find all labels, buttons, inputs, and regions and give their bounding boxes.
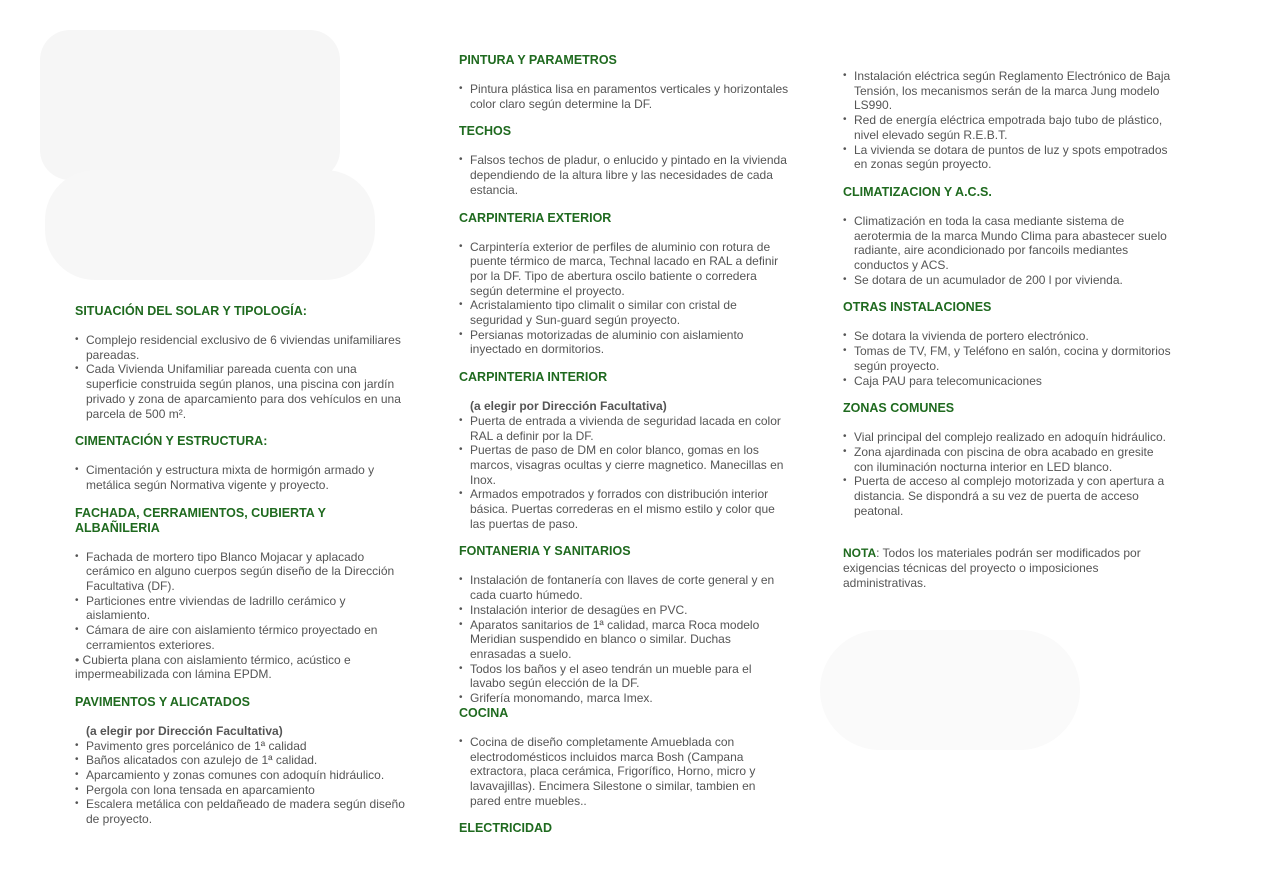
- section-situacion: [75, 304, 405, 421]
- list-item: • Pintura plástica lisa en paramentos verticales y horizontales color claro según determine la DF.: [459, 82, 789, 111]
- section-subtitle: (a elegir por Dirección Facultativa): [86, 723, 283, 738]
- section-carpinteria-interior: [459, 370, 789, 531]
- section-title: CLIMATIZACION Y A.C.S.: [843, 184, 992, 199]
- list-item: • Cada Vivienda Unifamiliar pareada cuenta con una superficie construida según planos, una piscina con jardín privado y zona de aparcamiento para dos vehículos en una parcela de 500 m².: [75, 362, 405, 421]
- section-cocina: [459, 706, 789, 809]
- bullet-list: [459, 153, 789, 197]
- list-item: • Todos los baños y el aseo tendrán un mueble para el lavabo según elección de la DF.: [459, 662, 789, 691]
- faded-seal-watermark: [820, 630, 1080, 750]
- list-item: • Caja PAU para telecomunicaciones: [843, 374, 1173, 389]
- list-item: • Puertas de paso de DM en color blanco, gomas en los marcos, visagras ocultas y cierre magnetico. Manecillas en Inox.: [459, 443, 789, 487]
- list-item: • Aparcamiento y zonas comunes con adoquín hidráulico.: [75, 768, 405, 783]
- section-carpinteria-exterior: [459, 211, 789, 358]
- bullet-list: [75, 463, 405, 492]
- section-title: CARPINTERIA INTERIOR: [459, 370, 608, 385]
- bullet-list: [843, 214, 1173, 288]
- list-item: • Pergola con lona tensada en aparcamiento: [75, 783, 405, 798]
- bullet-list: [843, 329, 1173, 388]
- section-pavimentos: [75, 695, 405, 827]
- list-item: • Vial principal del complejo realizado en adoquín hidráulico.: [843, 430, 1173, 445]
- note-text: : Todos los materiales podrán ser modificados por exigencias técnicas del proyecto o imposiciones administrativas.: [843, 546, 1141, 590]
- bullet-list: [459, 735, 789, 809]
- list-item: • Se dotara de un acumulador de 200 l por vivienda.: [843, 273, 1173, 288]
- section-techos: [459, 124, 789, 197]
- bullet-list: [75, 739, 405, 827]
- faded-logo-watermark: [40, 30, 340, 180]
- list-item: • Acristalamiento tipo climalit o similar con cristal de seguridad y Sun-guard según proyecto.: [459, 298, 789, 327]
- bullet-list: [75, 550, 405, 653]
- list-item: • Se dotara la vivienda de portero electrónico.: [843, 329, 1173, 344]
- section-title: CIMENTACIÓN Y ESTRUCTURA:: [75, 434, 268, 449]
- list-item: • Cimentación y estructura mixta de hormigón armado y metálica según Normativa vigente y proyecto.: [75, 463, 405, 492]
- section-zonas-comunes: [843, 401, 1173, 518]
- bullet-list: [459, 82, 789, 111]
- list-item: • Zona ajardinada con piscina de obra acabado en gresite con iluminación nocturna interior en LED blanco.: [843, 445, 1173, 474]
- section-title: PAVIMENTOS Y ALICATADOS: [75, 694, 251, 709]
- list-item: • Instalación de fontanería con llaves de corte general y en cada cuarto húmedo.: [459, 573, 789, 602]
- list-item-unindented: • Cubierta plana con aislamiento térmico, acústico e impermeabilizada con lámina EPDM.: [75, 652, 351, 682]
- middle-column: [459, 53, 789, 836]
- right-column: [843, 69, 1173, 591]
- section-fontaneria: [459, 544, 789, 705]
- list-item: • Cocina de diseño completamente Amueblada con electrodomésticos incluidos marca Bosh (Campana extractora, placa cerámica, Frigorífico, Horno, micro y lavavajillas). Encimera Silestone o similar, tambien en pared entre muebles..: [459, 735, 789, 809]
- list-item: • Falsos techos de pladur, o enlucido y pintado en la vivienda dependiendo de la altura libre y las necesidades de cada estancia.: [459, 153, 789, 197]
- list-item: • Instalación eléctrica según Reglamento Electrónico de Baja Tensión, los mecanismos serán de la marca Jung modelo LS990.: [843, 69, 1173, 113]
- note-paragraph: [843, 546, 1173, 590]
- section-title: ZONAS COMUNES: [843, 401, 955, 416]
- list-item: • Red de energía eléctrica empotrada bajo tubo de plástico, nivel elevado según R.E.B.T.: [843, 113, 1173, 142]
- section-subtitle: (a elegir por Dirección Facultativa): [470, 399, 667, 414]
- left-column: [75, 304, 405, 827]
- section-pintura: [459, 53, 789, 111]
- list-item: • Puerta de entrada a vivienda de seguridad lacada en color RAL a definir por la DF.: [459, 414, 789, 443]
- bullet-list: [459, 573, 789, 705]
- section-title: FONTANERIA Y SANITARIOS: [459, 544, 631, 559]
- list-item: • Instalación interior de desagües en PVC.: [459, 603, 789, 618]
- list-item: • Baños alicatados con azulejo de 1ª calidad.: [75, 753, 405, 768]
- section-electricidad: [459, 821, 789, 836]
- section-title: CARPINTERIA EXTERIOR: [459, 210, 612, 225]
- section-climatizacion: [843, 185, 1173, 288]
- list-item: • Carpintería exterior de perfiles de aluminio con rotura de puente térmico de marca, Technal lacado en RAL a definir por la DF. Tipo de abertura oscilo batiente o corredera según determine el proyecto.: [459, 240, 789, 299]
- bullet-list: [459, 414, 789, 532]
- list-item: • Pavimento gres porcelánico de 1ª calidad: [75, 739, 405, 754]
- electricidad-list: [843, 69, 1173, 172]
- list-item: • Armados empotrados y forrados con distribución interior básica. Puertas correderas en el mismo estilo y color que las puertas de paso.: [459, 487, 789, 531]
- section-title: PINTURA Y PARAMETROS: [459, 53, 617, 67]
- section-otras-instalaciones: [843, 300, 1173, 388]
- section-title: COCINA: [459, 705, 509, 720]
- list-item: • La vivienda se dotara de puntos de luz y spots empotrados en zonas según proyecto.: [843, 143, 1173, 172]
- list-item: • Cámara de aire con aislamiento térmico proyectado en cerramientos exteriores.: [75, 623, 405, 652]
- section-title: SITUACIÓN DEL SOLAR Y TIPOLOGÍA:: [75, 304, 307, 318]
- bullet-list: [75, 333, 405, 421]
- faded-banner-watermark: [45, 170, 375, 280]
- bullet-list: [843, 430, 1173, 518]
- list-item: • Persianas motorizadas de aluminio con aislamiento inyectado en dormitorios.: [459, 328, 789, 357]
- list-item: • Climatización en toda la casa mediante sistema de aerotermia de la marca Mundo Clima para abastecer suelo radiante, aire acondicionado por fancoils mediantes conductos y ACS.: [843, 214, 1173, 273]
- list-item: • Escalera metálica con peldañeado de madera según diseño de proyecto.: [75, 797, 405, 826]
- note-label: NOTA: [843, 546, 877, 561]
- list-item: • Fachada de mortero tipo Blanco Mojacar y aplacado cerámico en alguno cuerpos según diseño de la Dirección Facultativa (DF).: [75, 550, 405, 594]
- section-title: FACHADA, CERRAMIENTOS, CUBIERTA Y ALBAÑILERIA: [75, 505, 326, 535]
- section-title: ELECTRICIDAD: [459, 821, 553, 836]
- list-item: • Particiones entre viviendas de ladrillo cerámico y aislamiento.: [75, 594, 405, 623]
- section-fachada: [75, 506, 405, 682]
- list-item: • Complejo residencial exclusivo de 6 viviendas unifamiliares pareadas.: [75, 333, 405, 362]
- section-title: TECHOS: [459, 124, 512, 139]
- section-cimentacion: [75, 434, 405, 492]
- list-item: • Puerta de acceso al complejo motorizada y con apertura a distancia. Se dispondrá a su vez de puerta de acceso peatonal.: [843, 474, 1173, 518]
- list-item: • Tomas de TV, FM, y Teléfono en salón, cocina y dormitorios según proyecto.: [843, 344, 1173, 373]
- section-title: OTRAS INSTALACIONES: [843, 300, 992, 315]
- list-item: • Grifería monomando, marca Imex.: [459, 691, 789, 706]
- bullet-list: [459, 240, 789, 358]
- list-item: • Aparatos sanitarios de 1ª calidad, marca Roca modelo Meridian suspendido en blanco o similar. Duchas enrasadas a suelo.: [459, 618, 789, 662]
